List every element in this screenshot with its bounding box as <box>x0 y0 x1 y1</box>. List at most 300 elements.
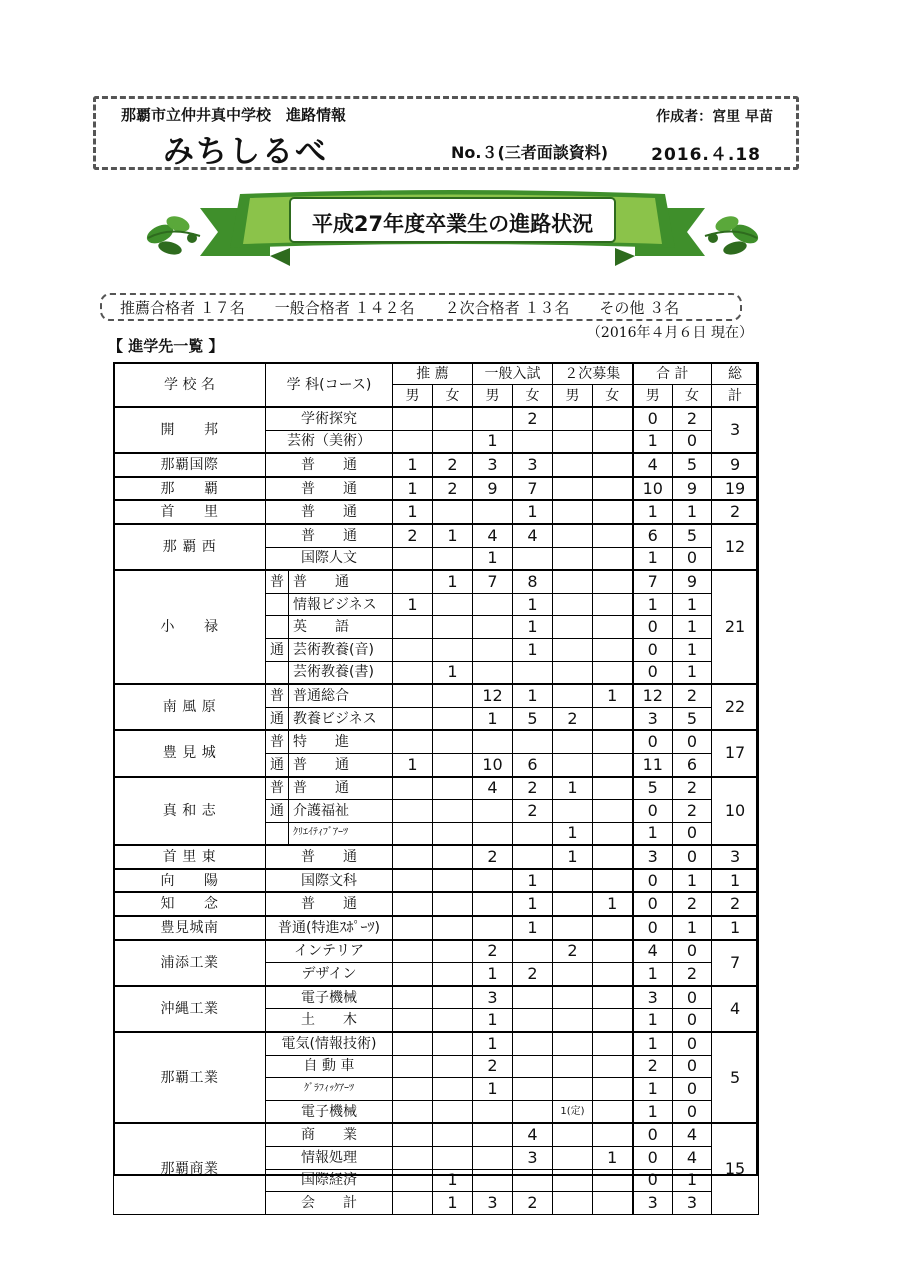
count-cell <box>393 1100 433 1123</box>
leaf-ornament-right-icon <box>705 213 761 257</box>
count-cell <box>553 730 593 753</box>
header-male: 男 <box>393 385 433 408</box>
count-cell <box>393 845 433 869</box>
count-cell: 2 <box>433 453 473 477</box>
count-cell: 1 <box>433 570 473 593</box>
count-cell: 2 <box>513 963 553 986</box>
count-cell <box>473 730 513 753</box>
count-cell: 2 <box>513 1192 553 1215</box>
course-cell: 国際文科 <box>266 869 393 893</box>
course-prefix-cell: 通 <box>266 800 289 823</box>
count-cell: 3 <box>673 1192 712 1215</box>
course-prefix-cell: 普 <box>266 570 289 593</box>
count-cell: 1 <box>673 661 712 684</box>
count-cell: 5 <box>633 777 673 800</box>
count-cell <box>553 477 593 501</box>
count-cell <box>393 570 433 593</box>
count-cell <box>393 1123 433 1146</box>
count-cell <box>473 407 513 430</box>
header-total: 合 計 <box>633 363 712 385</box>
count-cell <box>593 453 633 477</box>
count-cell <box>553 616 593 639</box>
count-cell: 0 <box>633 730 673 753</box>
course-prefix-cell <box>266 661 289 684</box>
count-cell <box>433 1078 473 1101</box>
count-cell <box>513 1032 553 1055</box>
count-cell <box>433 753 473 776</box>
count-cell <box>593 593 633 616</box>
table-row <box>114 916 759 940</box>
count-cell <box>433 500 473 524</box>
count-cell: 0 <box>673 940 712 963</box>
course-cell: インテリア <box>266 940 393 963</box>
course-cell: 普通総合 <box>289 684 393 707</box>
summary-general: 一般合格者 １４２名 <box>274 298 415 317</box>
table-row <box>114 477 759 501</box>
header-female: 女 <box>673 385 712 408</box>
count-cell: 1 <box>473 547 513 570</box>
count-cell <box>393 684 433 707</box>
count-cell <box>593 407 633 430</box>
grand-total-cell: 21 <box>712 570 759 684</box>
count-cell <box>553 1032 593 1055</box>
course-cell: 普 通 <box>266 892 393 916</box>
course-prefix-cell <box>266 822 289 845</box>
count-cell: 1 <box>633 500 673 524</box>
count-cell <box>473 1147 513 1170</box>
school-name-cell: 浦添工業 <box>114 940 266 986</box>
count-cell: 9 <box>473 477 513 501</box>
grand-total-cell: 1 <box>712 869 759 893</box>
count-cell <box>513 661 553 684</box>
count-cell: 1 <box>473 963 513 986</box>
count-cell <box>593 547 633 570</box>
count-cell: 4 <box>633 940 673 963</box>
count-cell <box>553 570 593 593</box>
count-cell: 1 <box>513 869 553 893</box>
count-cell <box>553 407 593 430</box>
count-cell: 1 <box>513 616 553 639</box>
count-cell <box>433 963 473 986</box>
count-cell: 2 <box>673 963 712 986</box>
count-cell <box>393 1055 433 1078</box>
count-cell: 4 <box>473 777 513 800</box>
count-cell <box>473 638 513 661</box>
course-prefix-cell: 通 <box>266 638 289 661</box>
course-cell: 普 通 <box>266 500 393 524</box>
course-prefix-cell: 通 <box>266 753 289 776</box>
count-cell <box>593 1078 633 1101</box>
count-cell: 0 <box>673 1032 712 1055</box>
course-cell: 普 通 <box>266 524 393 547</box>
course-prefix-cell: 普 <box>266 730 289 753</box>
count-cell: 2 <box>513 800 553 823</box>
count-cell <box>473 1100 513 1123</box>
count-cell <box>393 707 433 730</box>
count-cell <box>593 1169 633 1192</box>
course-prefix-cell: 普 <box>266 777 289 800</box>
count-cell: 1 <box>513 638 553 661</box>
count-cell <box>433 916 473 940</box>
count-cell <box>433 707 473 730</box>
count-cell <box>513 430 553 453</box>
count-cell: 2 <box>553 707 593 730</box>
grand-total-cell: 15 <box>712 1123 759 1214</box>
header-male: 男 <box>473 385 513 408</box>
count-cell: 1 <box>513 500 553 524</box>
count-cell <box>513 940 553 963</box>
count-cell: 12 <box>473 684 513 707</box>
section-heading: 【 進学先一覧 】 <box>108 337 224 355</box>
count-cell: 3 <box>633 707 673 730</box>
count-cell <box>393 822 433 845</box>
count-cell: 0 <box>633 1147 673 1170</box>
count-cell <box>473 593 513 616</box>
count-cell <box>593 986 633 1009</box>
table-row <box>114 570 759 593</box>
count-cell <box>433 593 473 616</box>
count-cell <box>393 963 433 986</box>
count-cell: 1 <box>673 916 712 940</box>
count-cell <box>393 986 433 1009</box>
count-cell: 2 <box>553 940 593 963</box>
count-cell <box>513 730 553 753</box>
course-cell: 情報処理 <box>266 1147 393 1170</box>
count-cell <box>513 822 553 845</box>
count-cell <box>593 477 633 501</box>
count-cell <box>553 963 593 986</box>
grand-total-cell: 9 <box>712 453 759 477</box>
title-banner <box>140 186 765 268</box>
count-cell: 1 <box>633 822 673 845</box>
count-cell: 1 <box>633 1100 673 1123</box>
count-cell: 0 <box>673 845 712 869</box>
count-cell: 1 <box>673 1169 712 1192</box>
header-female: 女 <box>593 385 633 408</box>
count-cell <box>593 1100 633 1123</box>
table-row <box>114 892 759 916</box>
course-cell: 芸術教養(書) <box>289 661 393 684</box>
count-cell <box>433 1032 473 1055</box>
count-cell <box>593 524 633 547</box>
school-name-cell: 開 邦 <box>114 407 266 453</box>
count-cell <box>393 1192 433 1215</box>
grand-total-cell: 12 <box>712 524 759 570</box>
count-cell <box>393 1169 433 1192</box>
count-cell: 0 <box>633 916 673 940</box>
count-cell <box>393 430 433 453</box>
header-second: ２次募集 <box>553 363 633 385</box>
count-cell <box>593 430 633 453</box>
count-cell: 9 <box>673 570 712 593</box>
course-cell: 普通(特進ｽﾎﾟｰﾂ) <box>266 916 393 940</box>
count-cell: 1 <box>633 963 673 986</box>
count-cell <box>433 845 473 869</box>
count-cell <box>553 524 593 547</box>
count-cell: 4 <box>513 1123 553 1146</box>
count-cell: 0 <box>633 407 673 430</box>
count-cell <box>433 1147 473 1170</box>
count-cell <box>593 616 633 639</box>
course-cell: 教養ビジネス <box>289 707 393 730</box>
school-name-cell: 那 覇 西 <box>114 524 266 570</box>
count-cell <box>393 892 433 916</box>
count-cell: 1 <box>633 1009 673 1032</box>
count-cell: 2 <box>433 477 473 501</box>
course-prefix-cell: 普 <box>266 684 289 707</box>
count-cell <box>473 616 513 639</box>
count-cell <box>593 800 633 823</box>
count-cell <box>553 1147 593 1170</box>
count-cell <box>473 800 513 823</box>
count-cell: 1 <box>553 845 593 869</box>
count-cell <box>593 916 633 940</box>
count-cell <box>553 800 593 823</box>
table-row <box>114 407 759 430</box>
count-cell: 2 <box>473 845 513 869</box>
count-cell: 1 <box>393 500 433 524</box>
count-cell <box>553 1055 593 1078</box>
count-cell: 2 <box>513 407 553 430</box>
count-cell: 0 <box>633 892 673 916</box>
table-row <box>114 1123 759 1146</box>
table-row <box>114 453 759 477</box>
count-cell <box>433 822 473 845</box>
count-cell <box>473 1169 513 1192</box>
count-cell <box>393 638 433 661</box>
author-name: 作成者：宮里 早苗 <box>656 109 773 125</box>
count-cell: 0 <box>673 1100 712 1123</box>
count-cell <box>553 1192 593 1215</box>
grand-total-cell: 2 <box>712 892 759 916</box>
grand-total-cell: 3 <box>712 845 759 869</box>
count-cell <box>473 869 513 893</box>
issue-number: No.３(三者面談資料) <box>451 143 609 162</box>
header-grand: 総 <box>712 363 759 385</box>
table-row <box>114 684 759 707</box>
grand-total-cell: 22 <box>712 684 759 730</box>
count-cell: 7 <box>513 477 553 501</box>
course-cell: 電気(情報技術) <box>266 1032 393 1055</box>
count-cell <box>393 407 433 430</box>
count-cell <box>393 547 433 570</box>
count-cell: 1 <box>473 1078 513 1101</box>
count-cell: 2 <box>473 1055 513 1078</box>
count-cell: 4 <box>633 453 673 477</box>
course-cell: 普 通 <box>289 777 393 800</box>
count-cell: 3 <box>633 1192 673 1215</box>
count-cell: 1 <box>393 593 433 616</box>
as-of-date: （2016年４月６日 現在） <box>586 325 753 341</box>
count-cell: 3 <box>473 453 513 477</box>
school-name-cell: 那覇工業 <box>114 1032 266 1123</box>
count-cell <box>393 1032 433 1055</box>
school-name-cell: 豊見城南 <box>114 916 266 940</box>
acceptance-summary <box>100 293 742 321</box>
header-female: 女 <box>513 385 553 408</box>
course-prefix-cell: 通 <box>266 707 289 730</box>
table-row <box>114 730 759 753</box>
grand-total-cell: 1 <box>712 916 759 940</box>
count-cell <box>393 1078 433 1101</box>
count-cell: 6 <box>633 524 673 547</box>
count-cell: 1 <box>393 453 433 477</box>
count-cell <box>593 1192 633 1215</box>
table-row <box>114 845 759 869</box>
school-name-cell: 小 禄 <box>114 570 266 684</box>
count-cell <box>553 892 593 916</box>
count-cell: 4 <box>673 1147 712 1170</box>
count-cell <box>513 986 553 1009</box>
count-cell <box>473 500 513 524</box>
course-cell: 商 業 <box>266 1123 393 1146</box>
count-cell: 2 <box>673 684 712 707</box>
count-cell <box>393 800 433 823</box>
count-cell <box>553 661 593 684</box>
count-cell <box>393 869 433 893</box>
count-cell: 1 <box>433 1192 473 1215</box>
school-name-cell: 首 里 <box>114 500 266 524</box>
count-cell <box>433 1123 473 1146</box>
grand-total-cell: 17 <box>712 730 759 776</box>
count-cell: 0 <box>633 1169 673 1192</box>
count-cell <box>433 638 473 661</box>
count-cell: 5 <box>673 707 712 730</box>
table-row <box>114 940 759 963</box>
count-cell: 11 <box>633 753 673 776</box>
course-cell: 電子機械 <box>266 1100 393 1123</box>
count-cell <box>593 500 633 524</box>
course-cell: 土 木 <box>266 1009 393 1032</box>
course-cell: ｸﾘｴｲﾃｨﾌﾞｱｰﾂ <box>289 822 393 845</box>
count-cell <box>593 661 633 684</box>
count-cell: 5 <box>673 524 712 547</box>
school-name-cell: 知 念 <box>114 892 266 916</box>
count-cell <box>393 940 433 963</box>
count-cell: 6 <box>673 753 712 776</box>
count-cell: 0 <box>633 1123 673 1146</box>
count-cell: 3 <box>473 986 513 1009</box>
count-cell: 12 <box>633 684 673 707</box>
count-cell: 9 <box>673 477 712 501</box>
course-prefix-cell <box>266 593 289 616</box>
header-recommended: 推 薦 <box>393 363 473 385</box>
count-cell: 2 <box>513 777 553 800</box>
count-cell <box>593 1009 633 1032</box>
count-cell <box>433 892 473 916</box>
header-female: 女 <box>433 385 473 408</box>
count-cell: 1 <box>593 684 633 707</box>
count-cell: 1 <box>633 1032 673 1055</box>
count-cell <box>593 707 633 730</box>
header-course: 学 科(コース) <box>266 363 393 408</box>
count-cell: 1 <box>433 524 473 547</box>
count-cell <box>553 593 593 616</box>
banner-title: 平成27年度卒業生の進路状況 <box>311 212 594 236</box>
course-cell: 普 通 <box>266 845 393 869</box>
count-cell <box>553 430 593 453</box>
count-cell: 1 <box>553 777 593 800</box>
count-cell: 1 <box>513 684 553 707</box>
count-cell <box>393 730 433 753</box>
count-cell <box>553 986 593 1009</box>
count-cell <box>433 869 473 893</box>
count-cell: 1 <box>593 1147 633 1170</box>
course-cell: 自 動 車 <box>266 1055 393 1078</box>
count-cell <box>473 1123 513 1146</box>
count-cell <box>433 1055 473 1078</box>
course-cell: 国際人文 <box>266 547 393 570</box>
count-cell <box>553 547 593 570</box>
count-cell: 2 <box>673 800 712 823</box>
count-cell <box>593 845 633 869</box>
count-cell <box>513 1055 553 1078</box>
count-cell: 0 <box>673 547 712 570</box>
course-cell: 情報ビジネス <box>289 593 393 616</box>
count-cell <box>593 822 633 845</box>
count-cell: 8 <box>513 570 553 593</box>
count-cell <box>513 845 553 869</box>
course-cell: 普 通 <box>266 477 393 501</box>
count-cell: 3 <box>513 1147 553 1170</box>
count-cell: 0 <box>673 1055 712 1078</box>
count-cell: 0 <box>673 986 712 1009</box>
count-cell <box>553 1123 593 1146</box>
course-cell: 会 計 <box>266 1192 393 1215</box>
count-cell <box>473 822 513 845</box>
count-cell: 3 <box>633 845 673 869</box>
count-cell <box>433 684 473 707</box>
count-cell <box>393 661 433 684</box>
school-name-cell: 向 陽 <box>114 869 266 893</box>
count-cell: 4 <box>473 524 513 547</box>
header-general: 一般入試 <box>473 363 553 385</box>
count-cell <box>433 430 473 453</box>
course-cell: 電子機械 <box>266 986 393 1009</box>
count-cell: 1 <box>673 869 712 893</box>
count-cell: 1 <box>633 547 673 570</box>
school-name-cell: 南 風 原 <box>114 684 266 730</box>
count-cell <box>593 777 633 800</box>
count-cell: 0 <box>633 869 673 893</box>
count-cell <box>433 986 473 1009</box>
leaf-ornament-left-icon <box>144 213 200 257</box>
table-row <box>114 524 759 547</box>
count-cell: 0 <box>633 616 673 639</box>
count-cell: 7 <box>473 570 513 593</box>
course-cell: 芸術教養(音) <box>289 638 393 661</box>
count-cell: 3 <box>633 986 673 1009</box>
grand-total-cell: 2 <box>712 500 759 524</box>
header-grand2: 計 <box>712 385 759 408</box>
count-cell: 1 <box>673 638 712 661</box>
table-row <box>114 986 759 1009</box>
table-row <box>114 500 759 524</box>
count-cell: 2 <box>673 407 712 430</box>
count-cell <box>393 616 433 639</box>
count-cell <box>473 661 513 684</box>
count-cell <box>593 753 633 776</box>
count-cell: 1 <box>633 593 673 616</box>
count-cell <box>513 1169 553 1192</box>
table-row <box>114 869 759 893</box>
newsletter-header <box>93 96 799 170</box>
count-cell <box>553 453 593 477</box>
course-cell: デザイン <box>266 963 393 986</box>
count-cell <box>473 916 513 940</box>
school-name: 那覇市立仲井真中学校 進路情報 <box>121 106 347 124</box>
count-cell: 1 <box>633 430 673 453</box>
